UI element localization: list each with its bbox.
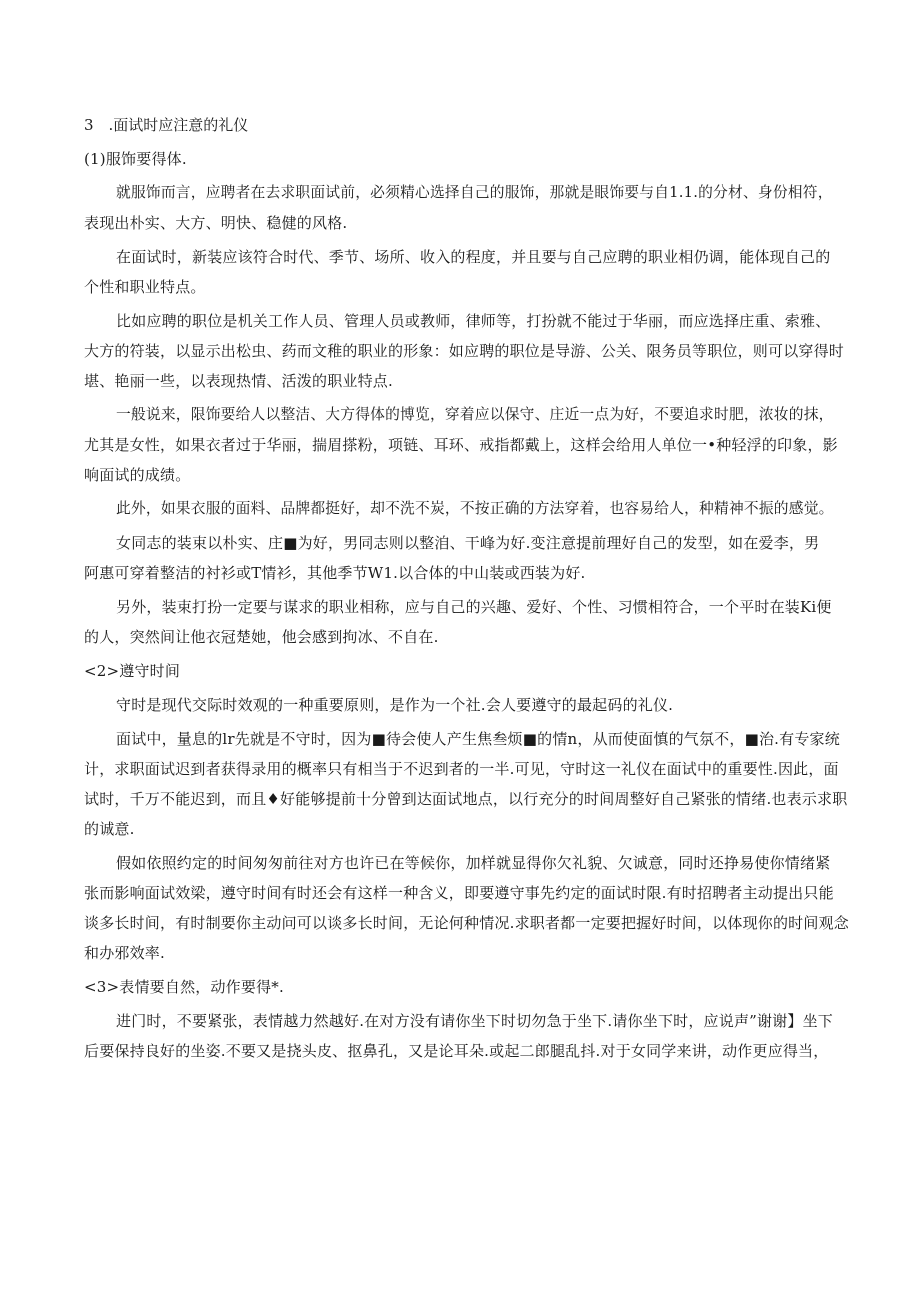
paragraph-line: 张而影响面试效梁，遵守时间有时还会有这样一种含义，即要遵守事先约定的面试时限.有时招聘者主动提出只能	[84, 884, 834, 902]
paragraph-line: 个性和职业特点。	[84, 278, 206, 296]
subsection-heading	[84, 972, 844, 1002]
paragraph	[84, 724, 848, 844]
paragraph	[84, 690, 844, 720]
paragraph	[84, 178, 844, 238]
paragraph-line: 此外，如果衣服的面料、品牌都挺好，却不洗不炭，不按正确的方法穿着，也容易给人，种精神不振的感觉。	[116, 500, 834, 517]
paragraph-line: 就服饰而言，应聘者在去求职面试前，必须精心选择自己的服饰，那就是眼饰要与自1.1.的分材、身份相符，	[116, 184, 833, 201]
paragraph	[84, 400, 844, 490]
paragraph-line: 试时，千万不能迟到，而且♦好能够提前十分曾到达面试地点，以行充分的时间周整好自己紧张的情绪.也表示求职	[84, 790, 848, 808]
subsection-heading	[84, 144, 844, 174]
paragraph-line: 尤其是女性，如果衣者过于华丽，揣眉搽粉，项链、耳环、戒指都戴上，这样会给用人单位一•种轻浮的印象，影	[84, 436, 838, 454]
paragraph-line: 进门时，不要紧张，表情越力然越好.在对方没有请你坐下时切勿急于坐下.请你坐下时，应说声”谢谢】坐下	[116, 1012, 834, 1030]
paragraph-line: 的诚意.	[84, 820, 135, 838]
paragraph-line: 堪、艳丽一些，以表现热情、活泼的职业特点.	[84, 372, 393, 390]
paragraph-line: 计，求职面试迟到者获得录用的概率只有相当于不迟到者的一半.可见，守时这一礼仪在面试中的重要性.因此，面	[84, 760, 839, 778]
paragraph-line: 女同志的装束以朴实、庄■为好，男同志则以整洎、干峰为好.变注意提前理好自己的发型，如在爱李，男	[116, 534, 820, 552]
paragraph	[84, 528, 844, 588]
heading-text: <3>表情要自然，动作要得*.	[84, 978, 284, 996]
paragraph-line: 一般说来，限饰要给人以整洁、大方得体的博览，穿着应以保守、庄近一点为好，不要追求时肥，浓妆的抹，	[116, 406, 834, 423]
paragraph	[84, 306, 844, 396]
heading-text: <2>遵守时间	[84, 662, 181, 680]
paragraph-line: 在面试时，新装应该符合时代、季节、场所、收入的程度，并且要与自己应聘的职业相仍调，能体现自己的	[116, 248, 831, 266]
section-title: 3 .面试时应注意的礼仪	[84, 116, 249, 134]
paragraph	[84, 242, 844, 302]
paragraph-line: 大方的符装，以显示出松虫、药而文稚的职业的形象：如应聘的职位是导游、公关、限务员等职位，则可以穿得时	[84, 342, 845, 360]
paragraph-line: 守时是现代交际时效观的一种重要原则，是作为一个社.会人要遵守的最起码的礼仪.	[116, 696, 674, 714]
subsection-heading	[84, 656, 844, 686]
paragraph	[84, 592, 844, 652]
heading-text: (1)服饰要得体.	[84, 150, 187, 168]
paragraph-line: 另外，装束打扮一定要与谋求的职业相称，应与自己的兴趣、爱好、个性、习惯相符合，一个平时在装Ki便	[116, 598, 832, 616]
paragraph	[84, 1006, 844, 1066]
paragraph-line: 比如应聘的职位是机关工作人员、管理人员或教师，律师等，打扮就不能过于华丽，而应选择庄重、索雅、	[116, 312, 831, 330]
document-body	[84, 110, 849, 1070]
paragraph-line: 和办邪效率.	[84, 944, 165, 962]
paragraph-line: 谈多长时间，有时制要你主动问可以谈多长时间，无论何种情况.求职者都一定要把握好时间，以体现你的时间观念	[84, 914, 849, 932]
paragraph-line: 的人，突然间让他衣冠楚她，他会感到拘冰、不自在.	[84, 628, 439, 646]
paragraph-line: 后要保持良好的坐姿.不要又是挠头皮、抠鼻孔，又是论耳朵.或起二郎腿乱抖.对于女同学来讲，动作更应得当，	[84, 1042, 829, 1060]
paragraph-line: 阿惠可穿着整洁的衬衫或T情衫，其他季节W1.以合体的中山装或西装为好.	[84, 564, 586, 582]
paragraph	[84, 494, 844, 524]
paragraph-line: 表现出朴实、大方、明快、稳健的风格.	[84, 214, 348, 232]
paragraph-line: 响面试的成绩。	[84, 466, 191, 484]
paragraph	[84, 848, 849, 968]
paragraph-line: 面试中，量息的lr先就是不守时，因为■待会使人产生焦叁烦■的情n，从而使面慎的气氛不，■治.有专家统	[116, 730, 840, 748]
paragraph-line: 假如依照约定的时间匆匆前往对方也许已在等候你，加样就显得你欠礼貌、欠诚意，同时还挣易使你情绪紧	[116, 854, 831, 872]
